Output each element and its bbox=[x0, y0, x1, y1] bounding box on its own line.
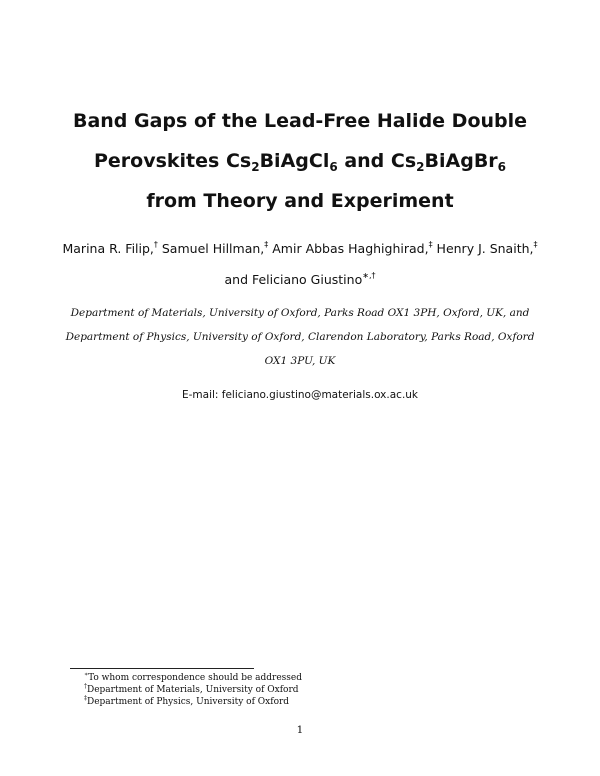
compound-br: $Cs_2BiAgBr_6$ bbox=[390, 150, 507, 174]
compound-cl: $Cs_2BiAgCl_6$ bbox=[225, 150, 338, 174]
author-filip: Marina R. Filip,† bbox=[62, 240, 158, 256]
title-line-1: Band Gaps of the Lead-Free Halide Double bbox=[72, 110, 528, 132]
footnote-correspondence: ∗To whom correspondence should be addressed bbox=[84, 671, 302, 683]
affiliation-line-3: OX1 3PU, UK bbox=[264, 355, 336, 367]
affiliation-line-2: Department of Physics, University of Oxford, Clarendon Laboratory, Parks Road, Oxford bbox=[65, 331, 535, 343]
footnote-physics: ‡Department of Physics, University of Oxford bbox=[84, 695, 290, 707]
author-haghighirad: Amir Abbas Haghighirad,‡ bbox=[272, 240, 433, 256]
title-and: and bbox=[337, 150, 391, 172]
footnote-rule bbox=[70, 668, 254, 669]
author-hillman: Samuel Hillman,‡ bbox=[161, 240, 269, 256]
title-line-2 bbox=[0, 150, 600, 172]
title-line-3: from Theory and Experiment bbox=[146, 190, 454, 212]
page-number: 1 bbox=[296, 724, 304, 736]
author-snaith: Henry J. Snaith,‡ bbox=[436, 240, 538, 256]
footnote-materials: †Department of Materials, University of Oxford bbox=[84, 683, 299, 695]
author-line-1 bbox=[0, 241, 600, 256]
author-line-2 bbox=[0, 272, 600, 287]
email: E-mail: feliciano.giustino@materials.ox.ac.uk bbox=[181, 389, 419, 401]
author-giustino: and Feliciano Giustino∗,† bbox=[224, 271, 376, 287]
title-prefix: Perovskites bbox=[93, 150, 226, 172]
affiliation-line-1: Department of Materials, University of Oxford, Parks Road OX1 3PH, Oxford, UK, and bbox=[70, 307, 530, 319]
